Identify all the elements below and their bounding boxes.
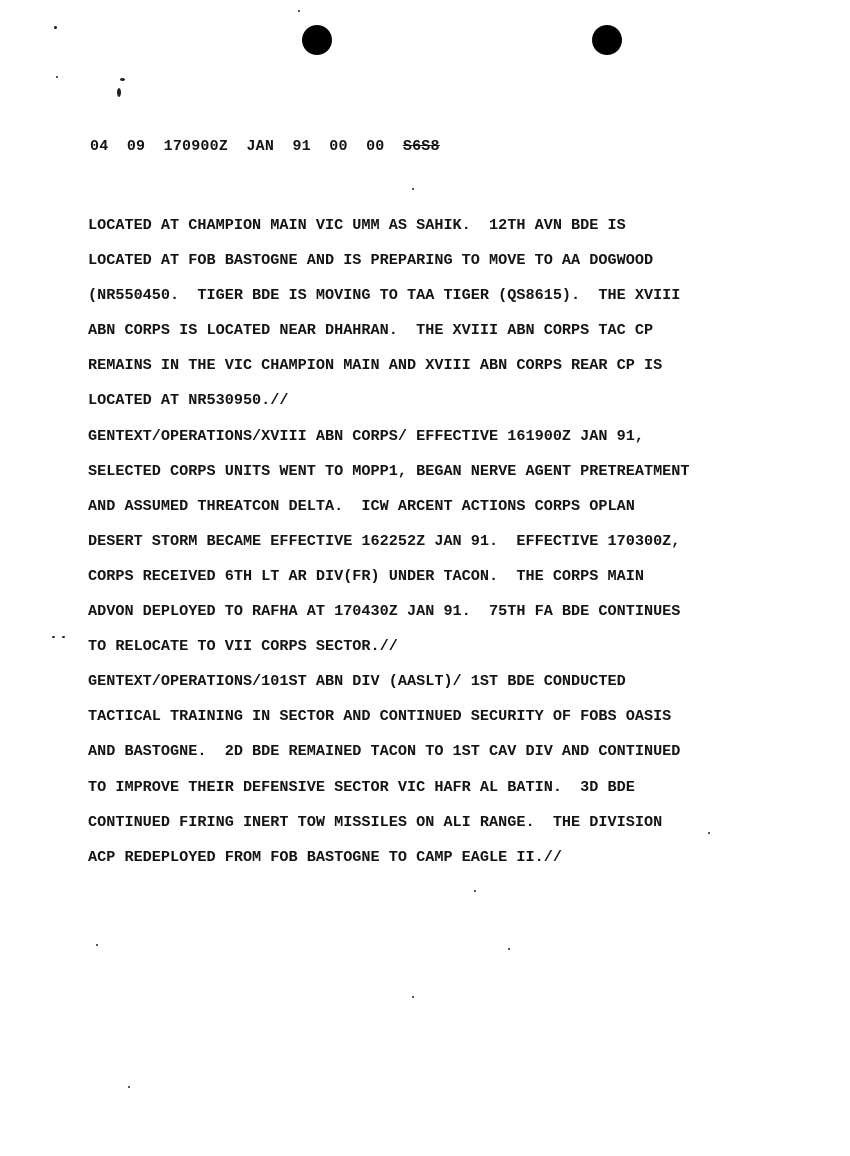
- body-line: TO RELOCATE TO VII CORPS SECTOR.//: [88, 637, 398, 656]
- header-dtg: 170900Z: [163, 138, 229, 155]
- message-body: [88, 208, 828, 875]
- body-line: GENTEXT/OPERATIONS/XVIII ABN CORPS/ EFFECTIVE 161900Z JAN 91,: [88, 426, 644, 445]
- body-line: GENTEXT/OPERATIONS/101ST ABN DIV (AASLT)/ 1ST BDE CONDUCTED: [88, 672, 626, 691]
- body-line: LOCATED AT CHAMPION MAIN VIC UMM AS SAHIK. 12TH AVN BDE IS: [88, 216, 626, 234]
- scan-speck: [412, 188, 414, 190]
- scan-speck: [120, 78, 125, 81]
- header-field-b: 00: [366, 138, 385, 155]
- scan-speck: [474, 890, 476, 892]
- body-line: LOCATED AT NR530950.//: [88, 391, 289, 410]
- scan-speck: [96, 944, 98, 946]
- scan-speck: [62, 636, 65, 638]
- header-field-a: 00: [329, 138, 348, 155]
- body-line: DESERT STORM BECAME EFFECTIVE 162252Z JAN 91. EFFECTIVE 170300Z,: [88, 531, 681, 550]
- scan-speck: [508, 948, 510, 950]
- scan-speck: [412, 996, 414, 998]
- header-struck-field: S6S8: [402, 138, 440, 155]
- body-line: CORPS RECEIVED 6TH LT AR DIV(FR) UNDER TACON. THE CORPS MAIN: [88, 566, 644, 585]
- body-line: CONTINUED FIRING INERT TOW MISSILES ON ALI RANGE. THE DIVISION: [88, 812, 663, 831]
- scan-speck: [128, 1086, 130, 1088]
- scan-speck: [298, 10, 300, 12]
- punch-hole-left: [302, 25, 332, 55]
- header-seq: 09: [126, 138, 146, 155]
- body-line: LOCATED AT FOB BASTOGNE AND IS PREPARING TO MOVE TO AA DOGWOOD: [88, 251, 654, 270]
- body-line: TACTICAL TRAINING IN SECTOR AND CONTINUED SECURITY OF FOBS OASIS: [88, 707, 672, 726]
- body-line: ADVON DEPLOYED TO RAFHA AT 170430Z JAN 91. 75TH FA BDE CONTINUES: [88, 602, 681, 621]
- body-line: REMAINS IN THE VIC CHAMPION MAIN AND XVIII ABN CORPS REAR CP IS: [88, 356, 663, 375]
- body-line: (NR550450. TIGER BDE IS MOVING TO TAA TIGER (QS8615). THE XVIII: [88, 286, 681, 305]
- body-line: SELECTED CORPS UNITS WENT TO MOPP1, BEGAN NERVE AGENT PRETREATMENT: [88, 461, 690, 480]
- scan-speck: [56, 76, 58, 78]
- body-line: AND BASTOGNE. 2D BDE REMAINED TACON TO 1ST CAV DIV AND CONTINUED: [88, 742, 681, 761]
- message-header: [90, 138, 440, 155]
- scan-speck: [117, 88, 121, 97]
- body-line: TO IMPROVE THEIR DEFENSIVE SECTOR VIC HAFR AL BATIN. 3D BDE: [88, 777, 635, 796]
- scan-speck: [54, 26, 57, 29]
- body-line: AND ASSUMED THREATCON DELTA. ICW ARCENT ACTIONS CORPS OPLAN: [88, 496, 635, 515]
- punch-hole-right: [592, 25, 622, 55]
- header-month: JAN: [246, 138, 275, 155]
- header-year: 91: [292, 138, 311, 155]
- header-day: 04: [90, 138, 109, 155]
- scan-speck: [52, 636, 55, 638]
- body-line: ABN CORPS IS LOCATED NEAR DHAHRAN. THE XVIII ABN CORPS TAC CP: [88, 321, 654, 340]
- body-line: ACP REDEPLOYED FROM FOB BASTOGNE TO CAMP EAGLE II.//: [88, 847, 562, 866]
